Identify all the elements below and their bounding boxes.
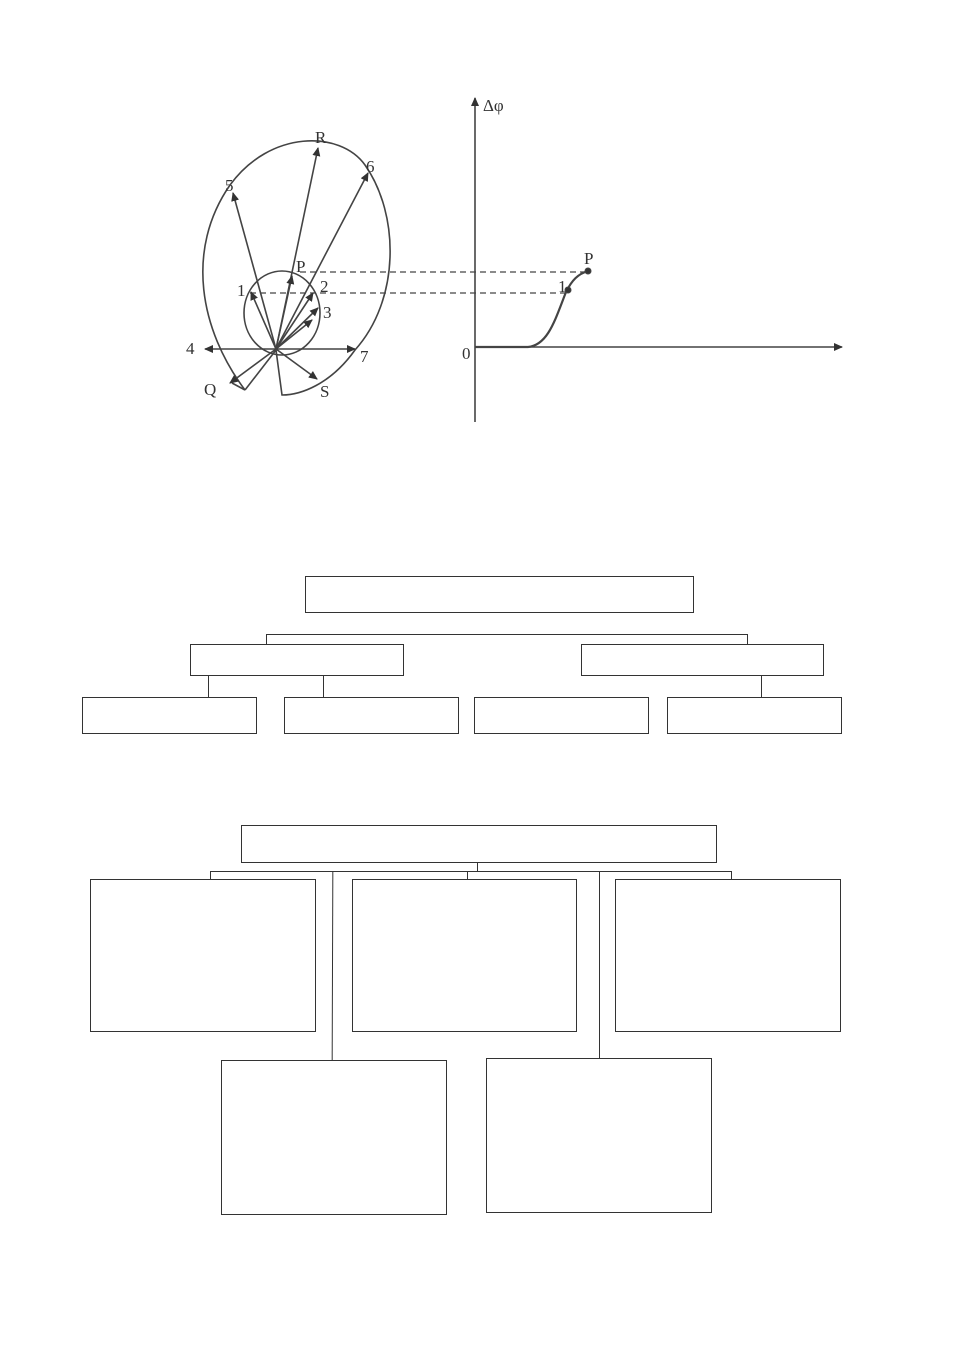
org1-connector-2 <box>323 676 324 697</box>
org1-level3-box-4 <box>667 697 842 734</box>
phase-graph <box>475 98 842 422</box>
vector-1 <box>251 292 276 349</box>
org2-drop-1 <box>210 871 211 879</box>
origin-label: 0 <box>462 344 471 363</box>
org2-drop-2 <box>467 871 468 879</box>
vector-3 <box>276 308 318 349</box>
phase-curve <box>475 271 588 347</box>
org1-level2-box-1 <box>190 644 404 676</box>
label-Q: Q <box>204 380 217 399</box>
org2-bracket-top <box>210 871 732 872</box>
org2-level3-box-2 <box>486 1058 712 1213</box>
label-3-vector: 3 <box>323 303 332 322</box>
org2-drop-3 <box>731 871 732 879</box>
vector-Q <box>230 349 276 383</box>
org2-level2-box-3 <box>615 879 841 1032</box>
label-R: R <box>315 128 327 147</box>
y-axis-label: Δφ <box>483 96 504 115</box>
label-5: 5 <box>225 176 234 195</box>
phasor-figure <box>0 0 954 440</box>
org1-level3-box-1 <box>82 697 257 734</box>
org2-long-right <box>599 871 600 1059</box>
label-P-vector: P <box>296 257 306 276</box>
org1-bracket-left <box>266 634 267 644</box>
vector-S <box>276 349 317 379</box>
label-6: 6 <box>366 157 375 176</box>
org1-level2-box-2 <box>581 644 824 676</box>
vector-diagram <box>203 141 586 395</box>
org1-level3-box-2 <box>284 697 459 734</box>
graph-label-P: P <box>584 249 594 268</box>
org1-connector-1 <box>208 676 209 697</box>
org1-bracket-right <box>747 634 748 644</box>
org2-root-box <box>241 825 717 863</box>
label-1-vector: 1 <box>237 281 246 300</box>
org2-stem <box>477 863 478 871</box>
org2-level3-box-1 <box>221 1060 447 1215</box>
org2-level2-box-1 <box>90 879 316 1032</box>
label-4: 4 <box>186 339 195 358</box>
point-P <box>585 268 591 274</box>
spiral-inner-cut <box>245 350 276 390</box>
label-2-vector: 2 <box>320 277 329 296</box>
vector-6 <box>276 173 368 349</box>
label-S: S <box>320 382 330 401</box>
org2-long-left <box>332 871 334 1061</box>
org1-level3-box-3 <box>474 697 649 734</box>
label-7: 7 <box>360 347 369 366</box>
vector-5 <box>233 193 276 349</box>
org1-connector-3 <box>761 676 762 697</box>
graph-label-1: 1 <box>558 277 567 296</box>
org1-bracket-top <box>266 634 748 635</box>
org1-root-box <box>305 576 694 613</box>
org2-level2-box-2 <box>352 879 577 1032</box>
